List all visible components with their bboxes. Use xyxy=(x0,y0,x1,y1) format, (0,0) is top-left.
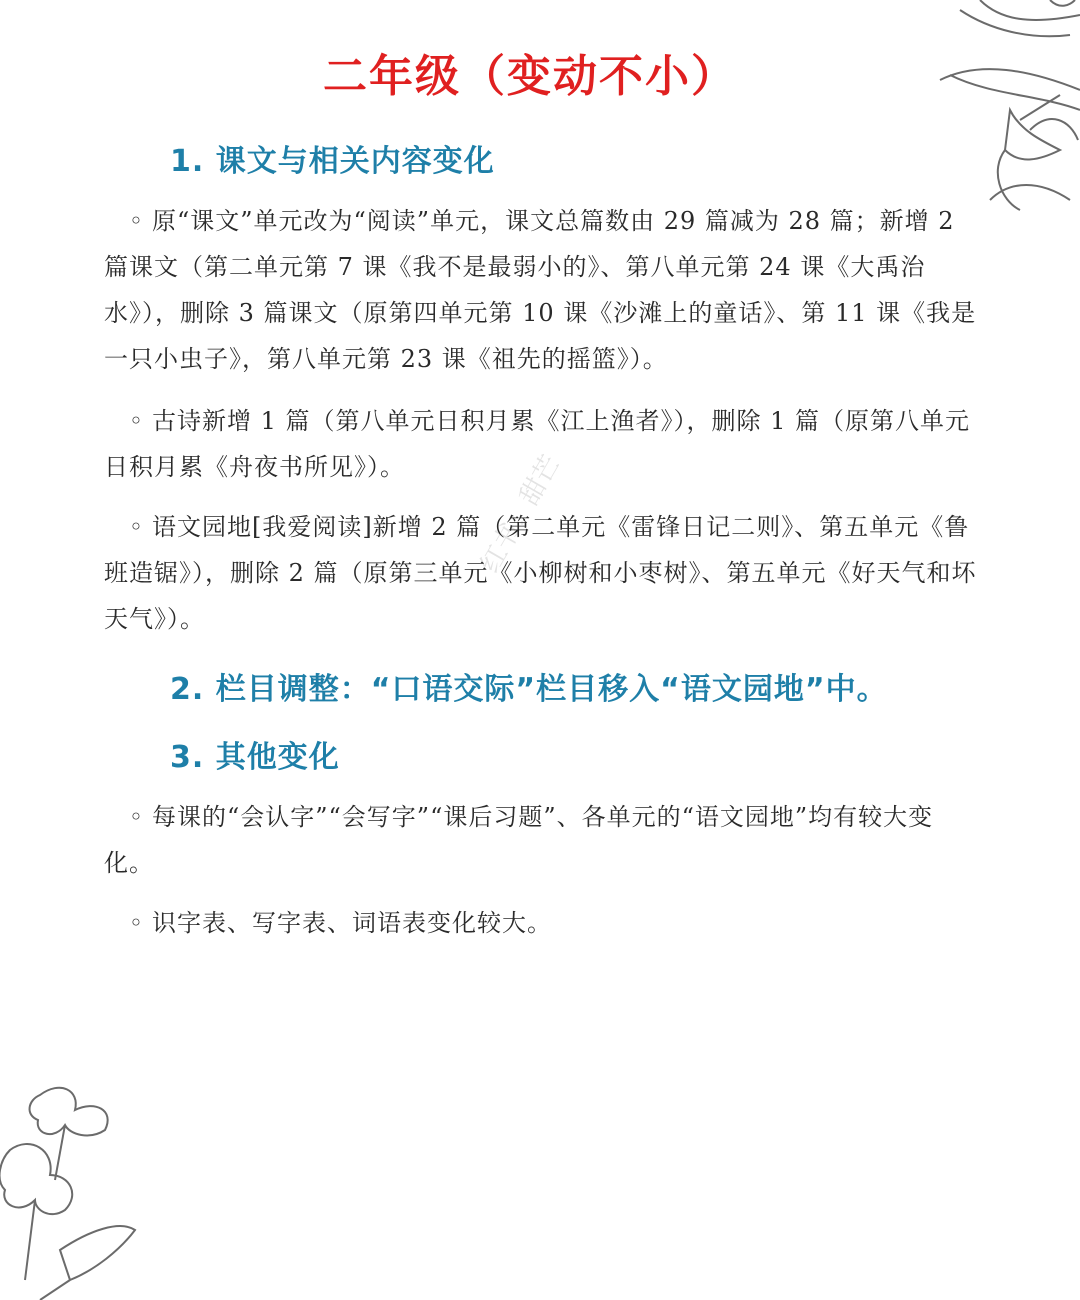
list-item-text: 原“课文”单元改为“阅读”单元，课文总篇数由 29 篇减为 28 篇；新增 2 篇课文（第二单元第 7 课《我不是最弱小的》、第八单元第 24 课《大禹治水》），删除 3 篇课文（原第四单元第 10 课《沙滩上的童话》、第 11 课《我是一只小虫子》，第八单元第 23 课《祖先的摇篮》）。 xyxy=(104,207,977,373)
watermark: 红书：甜芒 xyxy=(475,450,567,578)
list-item-text: 每课的“会认字”“会写字”“课后习题”、各单元的“语文园地”均有较大变化。 xyxy=(104,803,934,877)
list-item xyxy=(104,794,980,886)
list-item xyxy=(104,198,980,382)
section-heading-2: 2. 栏目调整：“口语交际”栏目移入“语文园地”中。 xyxy=(170,672,888,707)
list-item-text: 识字表、写字表、词语表变化较大。 xyxy=(152,909,552,937)
lily-flower-bottom-left-icon xyxy=(0,1080,160,1300)
section-heading-3: 3. 其他变化 xyxy=(170,740,340,775)
bullet-icon: ◦ xyxy=(128,513,144,541)
bullet-icon: ◦ xyxy=(128,803,144,831)
list-item-text: 语文园地[我爱阅读]新增 2 篇（第二单元《雷锋日记二则》、第五单元《鲁班造锯》），删除 2 篇（原第三单元《小柳树和小枣树》、第五单元《好天气和坏天气》）。 xyxy=(104,513,977,633)
section-heading-1: 1. 课文与相关内容变化 xyxy=(170,144,495,179)
list-item xyxy=(104,398,980,490)
page-title: 二年级（变动不小） xyxy=(323,51,737,102)
lily-flower-top-right-icon xyxy=(920,0,1080,230)
bullet-icon: ◦ xyxy=(128,909,144,937)
list-item xyxy=(104,504,980,642)
bullet-icon: ◦ xyxy=(128,407,144,435)
list-item-text: 古诗新增 1 篇（第八单元日积月累《江上渔者》），删除 1 篇（原第八单元日积月累《舟夜书所见》）。 xyxy=(104,407,971,481)
list-item xyxy=(104,900,980,946)
bullet-icon: ◦ xyxy=(128,207,144,235)
